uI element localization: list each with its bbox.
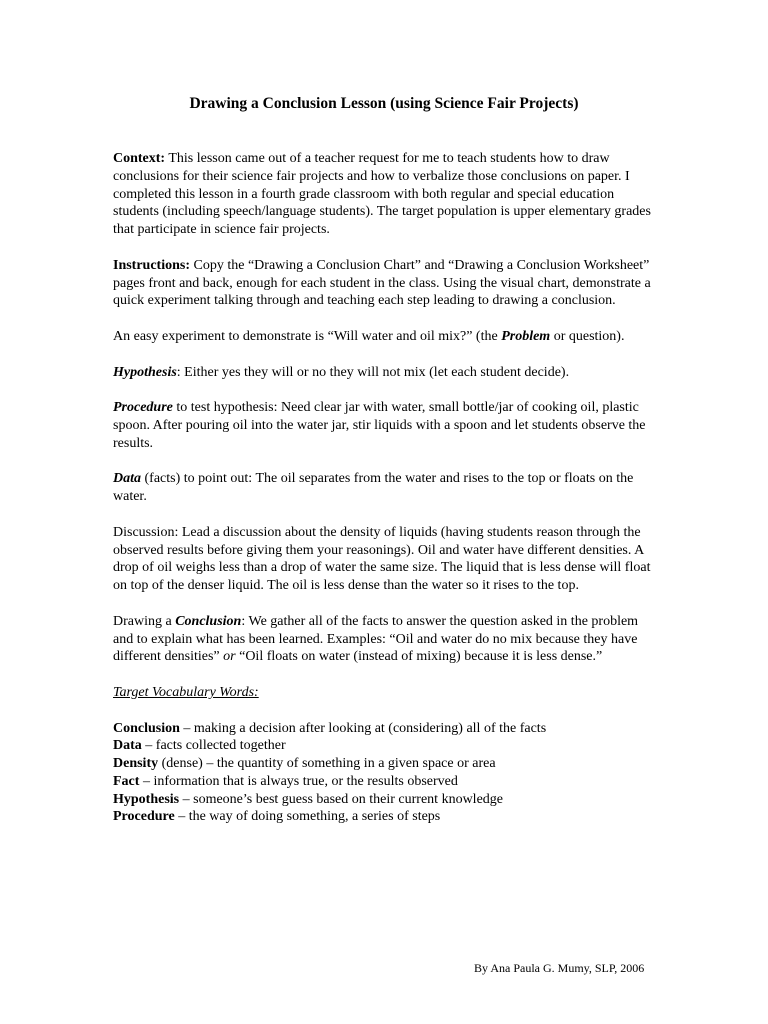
vocab-item xyxy=(113,737,661,755)
document-title: Drawing a Conclusion Lesson (using Science Fair Projects) xyxy=(189,95,579,112)
vocab-item xyxy=(113,791,661,809)
instructions-label: Instructions: xyxy=(113,257,191,273)
vocab-definition: – someone’s best guess based on their current knowledge xyxy=(179,791,503,807)
procedure-paragraph xyxy=(113,399,661,452)
conclusion-text-mid: : We gather all of the facts to answer the question asked in the problem and to explain what has been learned. Examples: “Oil and water do no mix because they have different densities” xyxy=(113,613,639,665)
vocab-definition: (dense) – the quantity of something in a given space or area xyxy=(158,756,496,772)
discussion-paragraph: Discussion: Lead a discussion about the density of liquids (having students reason through the observed results before giving them your reasonings). Oil and water have different densities. A drop of oil weighs less than a drop of water the same size. The liquid that is less dense will float on top of the denser liquid. The oil is less dense than the water so it rises to the top. xyxy=(113,524,651,594)
conclusion-text-end: “Oil floats on water (instead of mixing) because it is less dense.” xyxy=(235,649,603,665)
vocab-item xyxy=(113,755,661,773)
data-text: (facts) to point out: The oil separates from the water and rises to the top or floats on the water. xyxy=(113,471,634,505)
hypothesis-paragraph xyxy=(113,364,661,382)
vocab-term: Fact xyxy=(113,773,140,789)
author-credit: By Ana Paula G. Mumy, SLP, 2006 xyxy=(474,961,645,975)
vocab-heading: Target Vocabulary Words: xyxy=(113,684,259,700)
instructions-paragraph xyxy=(113,257,661,310)
vocab-term: Conclusion xyxy=(113,720,180,736)
document-body xyxy=(113,150,661,826)
vocab-term: Density xyxy=(113,756,159,772)
hypothesis-text: : Either yes they will or no they will not mix (let each student decide). xyxy=(176,364,570,380)
conclusion-label: Conclusion xyxy=(175,613,242,629)
conclusion-prefix: Drawing a xyxy=(113,613,176,629)
vocab-item xyxy=(113,720,661,738)
experiment-paragraph xyxy=(113,328,661,346)
experiment-text-after: or question). xyxy=(550,328,625,344)
data-paragraph xyxy=(113,470,661,506)
vocab-term: Data xyxy=(113,738,142,754)
vocab-definition: – information that is always true, or the results observed xyxy=(139,773,458,789)
vocab-definition: – the way of doing something, a series of steps xyxy=(174,809,441,825)
conclusion-paragraph xyxy=(113,613,661,666)
vocab-term: Procedure xyxy=(113,809,175,825)
vocab-item xyxy=(113,773,661,791)
context-label: Context: xyxy=(113,151,166,166)
vocab-definition: – facts collected together xyxy=(141,738,286,754)
procedure-text: to test hypothesis: Need clear jar with water, small bottle/jar of cooking oil, plastic spoon. After pouring oil into the water jar, stir liquids with a spoon and let students observe the results. xyxy=(113,400,646,451)
vocab-definition: – making a decision after looking at (considering) all of the facts xyxy=(179,720,547,736)
data-label: Data xyxy=(113,471,141,487)
experiment-text-before: An easy experiment to demonstrate is “Will water and oil mix?” (the xyxy=(113,328,502,344)
vocab-item xyxy=(113,808,661,826)
hypothesis-label: Hypothesis xyxy=(113,364,177,380)
problem-term: Problem xyxy=(501,328,551,344)
conclusion-or: or xyxy=(223,649,236,665)
vocab-term: Hypothesis xyxy=(113,791,180,807)
context-text: This lesson came out of a teacher request for me to teach students how to draw conclusions for their science fair projects and how to verbalize those conclusions on paper. I completed this lesson in a fourth grade classroom with both regular and special education students (including speech/language students). The target population is upper elementary grades that participate in science fair projects. xyxy=(113,151,651,238)
vocab-list xyxy=(113,720,661,827)
procedure-label: Procedure xyxy=(113,400,173,416)
instructions-text: Copy the “Drawing a Conclusion Chart” and “Drawing a Conclusion Worksheet” pages front and back, enough for each student in the class. Using the visual chart, demonstrate a quick experiment talking through and teaching each step leading to drawing a conclusion. xyxy=(113,257,651,309)
context-paragraph xyxy=(113,150,661,239)
